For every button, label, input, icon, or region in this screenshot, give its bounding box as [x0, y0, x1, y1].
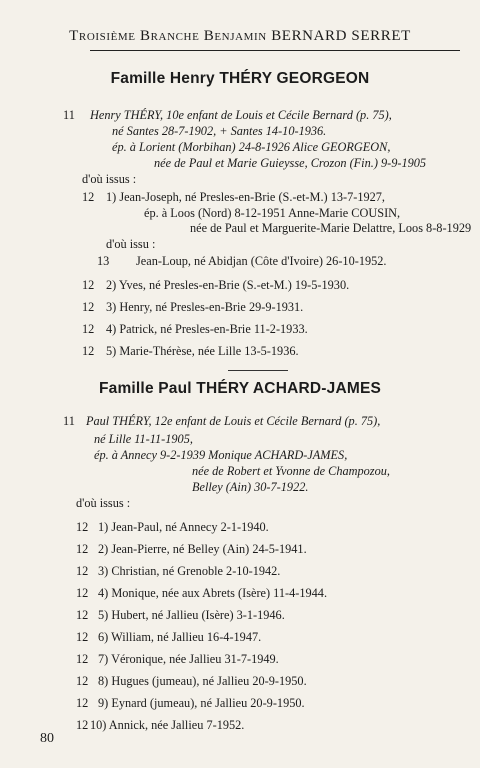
child-spouse-parents-line: née de Paul et Marguerite-Marie Delattre, Loos 8-8-1929 — [190, 221, 472, 235]
child-issue-label: d'où issu : — [106, 237, 156, 251]
child-generation: 12 — [76, 674, 89, 688]
child-generation: 12 — [82, 300, 95, 314]
child-entry: 8) Hugues (jumeau), né Jallieu 20-9-1950. — [98, 674, 307, 688]
child-generation: 12 — [82, 190, 95, 204]
child-generation: 12 — [76, 696, 89, 710]
child-entry: 4) Monique, née aux Abrets (Isère) 11-4-1944. — [98, 586, 328, 600]
child-entry: 5) Hubert, né Jallieu (Isère) 3-1-1946. — [98, 608, 285, 622]
child-generation: 12 — [76, 608, 89, 622]
child-entry: 9) Eynard (jumeau), né Jallieu 20-9-1950. — [98, 696, 305, 710]
section-divider — [228, 370, 288, 371]
child-generation: 12 — [76, 564, 89, 578]
header-name: BERNARD SERRET — [271, 28, 411, 44]
birth-line: né Lille 11-11-1905, — [94, 432, 193, 446]
child-entry: 6) William, né Jallieu 16-4-1947. — [98, 630, 262, 644]
generation-number: 11 — [63, 414, 75, 428]
marriage-line: ép. à Annecy 9-2-1939 Monique ACHARD-JAMES, — [94, 448, 348, 462]
child-entry: 4) Patrick, né Presles-en-Brie 11-2-1933. — [106, 322, 308, 336]
child-generation: 12 — [76, 520, 89, 534]
child-generation: 12 — [76, 542, 89, 556]
generation-number: 11 — [63, 108, 75, 122]
child-generation: 12 — [82, 322, 95, 336]
child-generation: 12 — [76, 630, 89, 644]
spouse-parents-line: née de Robert et Yvonne de Champozou, — [192, 464, 390, 478]
parent-line: Henry THÉRY, 10e enfant de Louis et Cécile Bernard (p. 75), — [90, 108, 392, 122]
child-entry: 3) Christian, né Grenoble 2-10-1942. — [98, 564, 281, 578]
spouse-parents-line: née de Paul et Marie Guieysse, Crozon (Fin.) 9-9-1905 — [154, 156, 427, 170]
grandchild-entry: Jean-Loup, né Abidjan (Côte d'Ivoire) 26-10-1952. — [136, 254, 387, 268]
child-entry: 1) Jean-Paul, né Annecy 2-1-1940. — [98, 520, 269, 534]
child-generation: 12 — [82, 278, 95, 292]
child-generation: 12 — [76, 718, 89, 732]
marriage-line: ép. à Lorient (Morbihan) 24-8-1926 Alice GEORGEON, — [112, 140, 391, 154]
child-entry: 2) Jean-Pierre, né Belley (Ain) 24-5-1941. — [98, 542, 307, 556]
child-entry: 3) Henry, né Presles-en-Brie 29-9-1931. — [106, 300, 304, 314]
header-prefix: Troisième Branche Benjamin — [69, 28, 267, 44]
child-generation: 12 — [76, 586, 89, 600]
page-number: 80 — [40, 731, 54, 746]
issue-label: d'où issus : — [76, 496, 131, 510]
spouse-birth-line: Belley (Ain) 30-7-1922. — [192, 480, 309, 494]
running-header — [0, 28, 480, 45]
parent-line: Paul THÉRY, 12e enfant de Louis et Cécile Bernard (p. 75), — [86, 414, 381, 428]
section-title: Famille Paul THÉRY ACHARD-JAMES — [98, 380, 382, 397]
header-rule — [90, 50, 460, 51]
child-entry: 7) Véronique, née Jallieu 31-7-1949. — [98, 652, 279, 666]
child-entry: 2) Yves, né Presles-en-Brie (S.-et-M.) 19-5-1930. — [106, 278, 350, 292]
issue-label: d'où issus : — [82, 172, 137, 186]
grandchild-generation: 13 — [97, 254, 110, 268]
child-entry: 5) Marie-Thérèse, née Lille 13-5-1936. — [106, 344, 299, 358]
child-entry: 10) Annick, née Jallieu 7-1952. — [90, 718, 245, 732]
child-generation: 12 — [76, 652, 89, 666]
birth-death-line: né Santes 28-7-1902, + Santes 14-10-1936. — [112, 124, 327, 138]
section-title: Famille Henry THÉRY GEORGEON — [110, 70, 370, 87]
child-entry: 1) Jean-Joseph, né Presles-en-Brie (S.-et-M.) 13-7-1927, — [106, 190, 385, 204]
child-marriage-line: ép. à Loos (Nord) 8-12-1951 Anne-Marie COUSIN, — [144, 206, 401, 220]
child-generation: 12 — [82, 344, 95, 358]
